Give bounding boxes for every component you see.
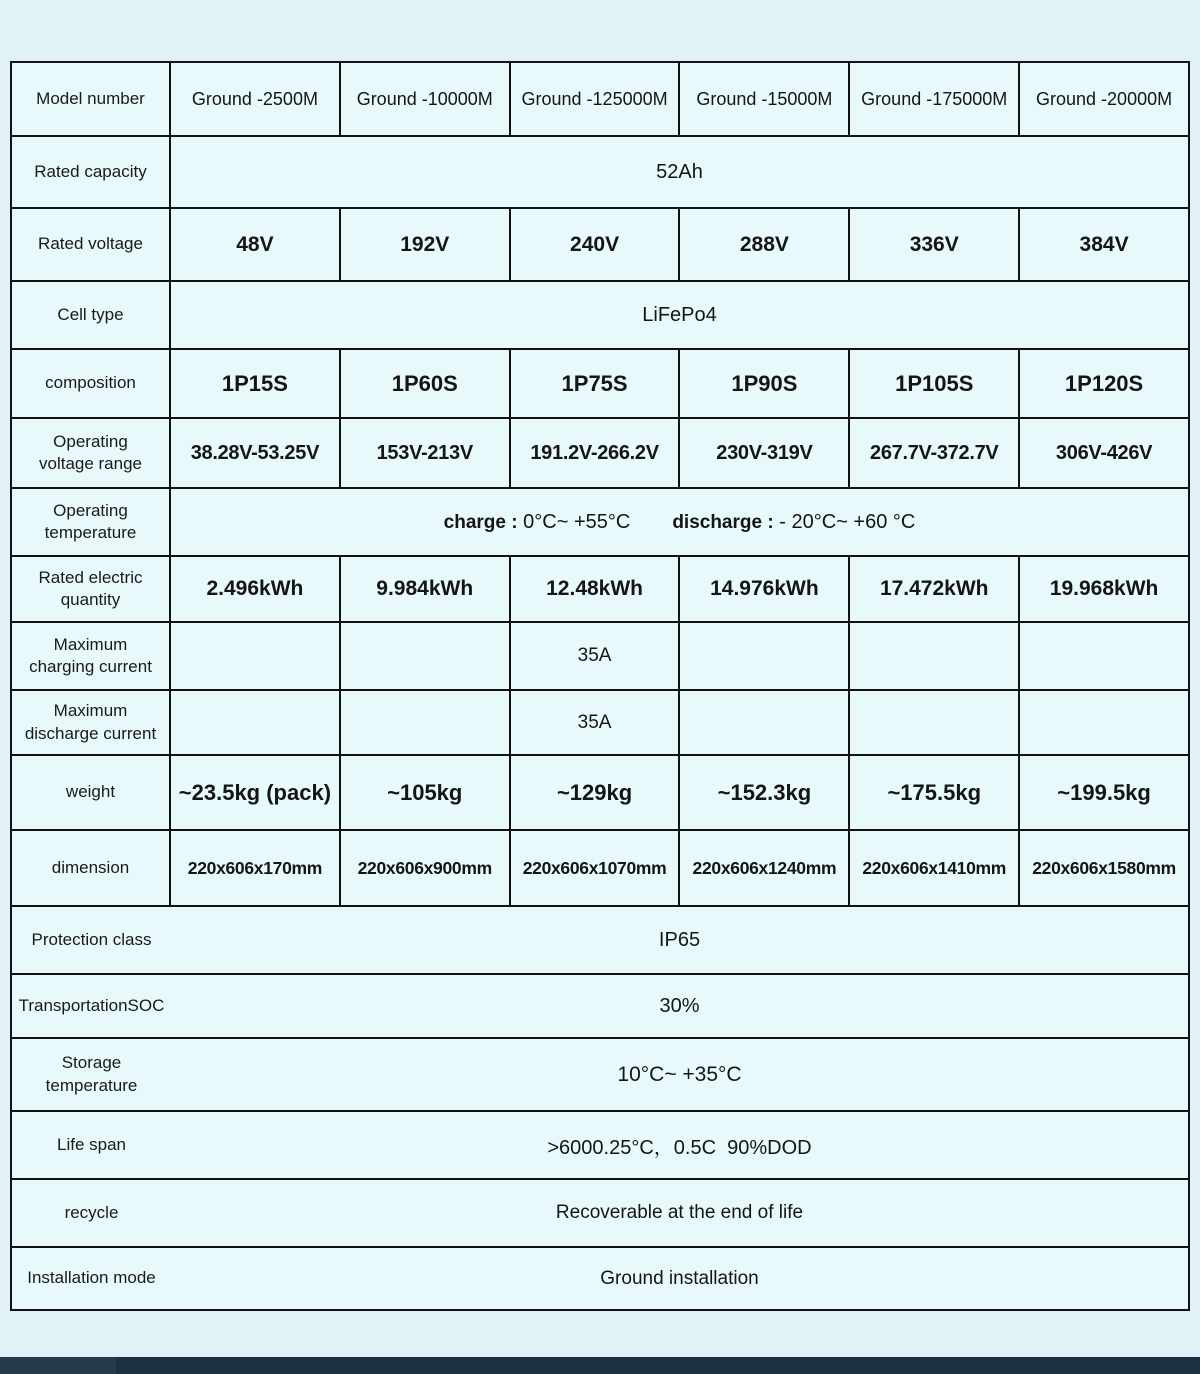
composition-cell: 1P15S [170,349,340,418]
row-label-cell-type: Cell type [11,281,170,349]
model-cell: Ground -15000M [679,62,849,136]
discharge-current-cell: 35A [510,690,680,755]
row-composition [11,349,1189,418]
voltage-range-cell: 230V-319V [679,418,849,488]
row-maximum-discharge-current [11,690,1189,755]
battery-spec-table [10,61,1190,1311]
energy-cell: 14.976kWh [679,556,849,622]
composition-cell: 1P75S [510,349,680,418]
energy-cell: 9.984kWh [340,556,510,622]
row-storage-temperature [11,1038,1189,1111]
model-cell: Ground -2500M [170,62,340,136]
row-label-rated-voltage: Rated voltage [11,208,170,281]
model-cell: Ground -10000M [340,62,510,136]
weight-cell: ~105kg [340,755,510,830]
row-label-storage-temperature: Storage temperature [45,1053,138,1095]
charging-current-cell [340,622,510,690]
charging-current-cell [170,622,340,690]
cell-type-value: LiFePo4 [170,281,1189,349]
discharge-current-cell [170,690,340,755]
weight-cell: ~199.5kg [1019,755,1189,830]
discharge-current-cell [1019,690,1189,755]
row-maximum-charging-current [11,622,1189,690]
row-label-maximum-charging-current: Maximum charging current [11,622,170,690]
life-span-value: >6000.25°C，0.5C 90%DOD [547,1136,812,1159]
row-rated-voltage [11,208,1189,281]
discharge-current-cell [849,690,1019,755]
transportation-soc-value: 30% [659,994,700,1017]
row-label-dimension: dimension [11,830,170,906]
composition-cell: 1P90S [679,349,849,418]
row-weight [11,755,1189,830]
model-cell: Ground -125000M [510,62,680,136]
energy-cell: 2.496kWh [170,556,340,622]
rated-voltage-cell: 336V [849,208,1019,281]
row-label-model-number: Model number [11,62,170,136]
model-cell: Ground -20000M [1019,62,1189,136]
dimension-cell: 220x606x900mm [340,830,510,906]
composition-cell: 1P60S [340,349,510,418]
dimension-cell: 220x606x170mm [170,830,340,906]
row-label-installation-mode: Installation mode [27,1268,156,1288]
row-transportation-soc [11,974,1189,1038]
discharge-current-cell [679,690,849,755]
row-rated-capacity [11,136,1189,208]
row-rated-electric-quantity [11,556,1189,622]
protection-class-value: IP65 [658,928,701,951]
discharge-value: - 20°C~ +60 °C [779,510,916,533]
row-operating-temperature [11,488,1189,556]
row-model-number [11,62,1189,136]
weight-cell: ~129kg [510,755,680,830]
voltage-range-cell: 38.28V-53.25V [170,418,340,488]
weight-cell: ~152.3kg [679,755,849,830]
discharge-current-cell [340,690,510,755]
discharge-label: discharge : [672,511,774,533]
row-label-composition: composition [11,349,170,418]
row-installation-mode [11,1247,1189,1310]
recycle-value: Recoverable at the end of life [555,1202,804,1223]
row-label-maximum-discharge-current: Maximum discharge current [11,690,170,755]
storage-temperature-value: 10°C~ +35°C [617,1062,742,1086]
weight-cell: ~23.5kg (pack) [170,755,340,830]
voltage-range-cell: 191.2V-266.2V [510,418,680,488]
row-protection-class [11,906,1189,974]
rated-voltage-cell: 288V [679,208,849,281]
installation-mode-value: Ground installation [600,1267,759,1289]
rated-voltage-cell: 384V [1019,208,1189,281]
row-label-protection-class: Protection class [31,929,152,949]
row-operating-voltage-range [11,418,1189,488]
voltage-range-cell: 153V-213V [340,418,510,488]
row-dimension [11,830,1189,906]
row-life-span [11,1111,1189,1179]
rated-voltage-cell: 240V [510,208,680,281]
row-label-transportation-soc: TransportationSOC [18,995,165,1015]
dimension-cell: 220x606x1580mm [1019,830,1189,906]
charge-value: 0°C~ +55°C [523,510,631,533]
dimension-cell: 220x606x1410mm [849,830,1019,906]
charging-current-cell: 35A [510,622,680,690]
row-label-weight: weight [11,755,170,830]
rated-voltage-cell: 48V [170,208,340,281]
rated-voltage-cell: 192V [340,208,510,281]
rated-capacity-value: 52Ah [170,136,1189,208]
row-recycle [11,1179,1189,1247]
footer-bar [0,1357,1200,1374]
energy-cell: 17.472kWh [849,556,1019,622]
row-label-rated-capacity: Rated capacity [11,136,170,208]
row-label-operating-voltage-range: Operating voltage range [11,418,170,488]
dimension-cell: 220x606x1070mm [510,830,680,906]
operating-temperature-value [170,488,1189,556]
weight-cell: ~175.5kg [849,755,1019,830]
charging-current-cell [1019,622,1189,690]
row-label-operating-temperature: Operating temperature [11,488,170,556]
composition-cell: 1P105S [849,349,1019,418]
voltage-range-cell: 267.7V-372.7V [849,418,1019,488]
charging-current-cell [849,622,1019,690]
row-cell-type [11,281,1189,349]
model-cell: Ground -175000M [849,62,1019,136]
row-label-recycle: recycle [64,1202,119,1222]
charge-label: charge : [443,511,518,533]
energy-cell: 12.48kWh [510,556,680,622]
composition-cell: 1P120S [1019,349,1189,418]
row-label-life-span: Life span [57,1134,126,1154]
energy-cell: 19.968kWh [1019,556,1189,622]
voltage-range-cell: 306V-426V [1019,418,1189,488]
dimension-cell: 220x606x1240mm [679,830,849,906]
charging-current-cell [679,622,849,690]
row-label-rated-electric-quantity: Rated electric quantity [11,556,170,622]
